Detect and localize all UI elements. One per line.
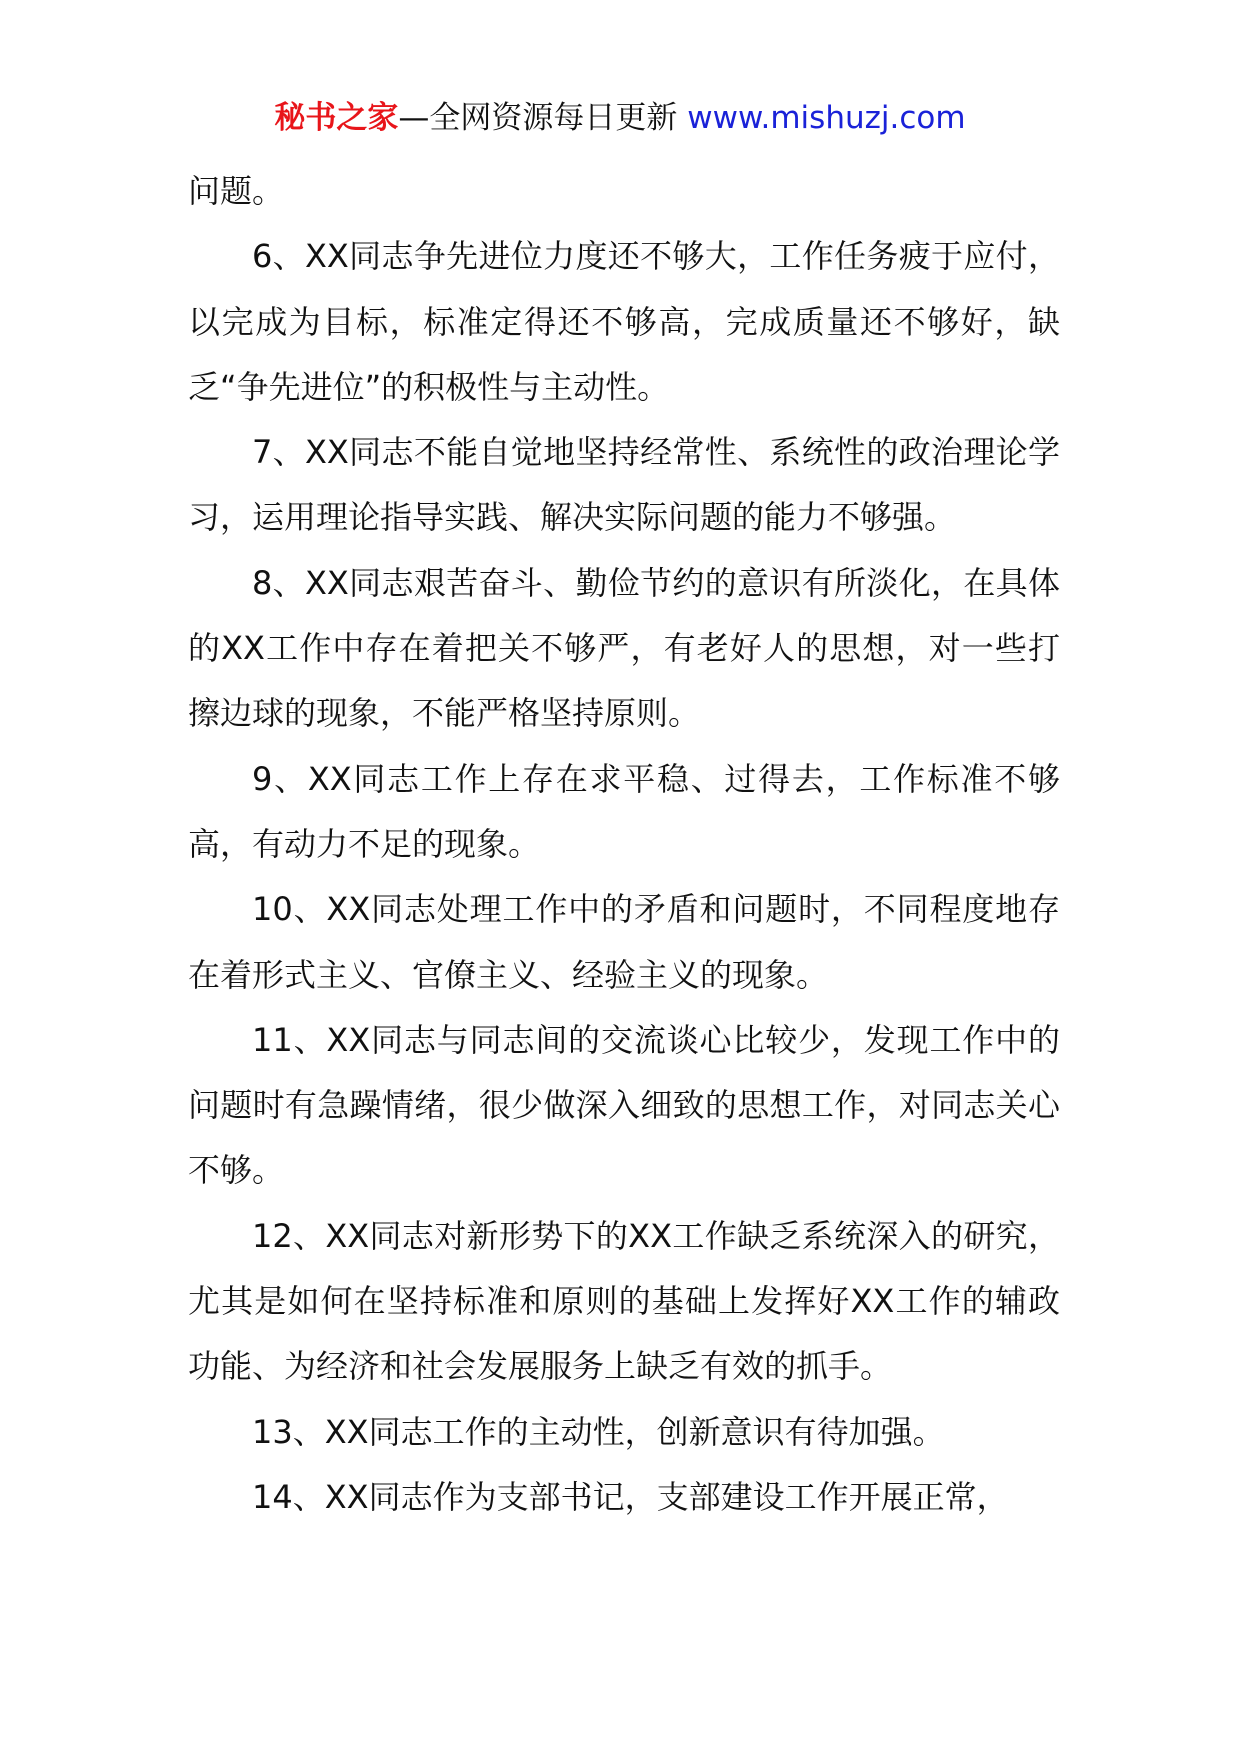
paragraph-item-9: 9、XX同志工作上存在求平稳、过得去，工作标准不够高，有动力不足的现象。 [188,759,1060,863]
paragraph-item-10: 10、XX同志处理工作中的矛盾和问题时，不同程度地存在着形式主义、官僚主义、经验主义的现象。 [188,890,1060,994]
paragraph-item-12: 12、XX同志对新形势下的XX工作缺乏系统深入的研究，尤其是如何在坚持标准和原则的基础上发挥好XX工作的辅政功能、为经济和社会发展服务上缺乏有效的抓手。 [188,1216,1060,1386]
page-header [0,98,1240,138]
site-url-link[interactable]: www.mishuzj.com [687,100,966,136]
document-body [188,159,1060,1530]
paragraph-item-11: 11、XX同志与同志间的交流谈心比较少，发现工作中的问题时有急躁情绪，很少做深入细致的思想工作，对同志关心不够。 [188,1020,1060,1190]
paragraph-item-7: 7、XX同志不能自觉地坚持经常性、系统性的政治理论学习，运用理论指导实践、解决实际问题的能力不够强。 [188,433,1060,537]
paragraph-item-13: 13、XX同志工作的主动性，创新意识有待加强。 [252,1412,945,1451]
paragraph-item-6: 6、XX同志争先进位力度还不够大，工作任务疲于应付，以完成为目标，标准定得还不够高，完成质量还不够好，缺乏“争先进位”的积极性与主动性。 [188,237,1060,406]
paragraph-item-14: 14、XX同志作为支部书记，支部建设工作开展正常， [252,1477,1009,1516]
site-brand: 秘书之家 [274,100,399,136]
paragraph-continued: 问题。 [188,172,285,210]
paragraph-item-8: 8、XX同志艰苦奋斗、勤俭节约的意识有所淡化，在具体的XX工作中存在着把关不够严，有老好人的思想，对一些打擦边球的现象，不能严格坚持原则。 [188,563,1060,733]
site-tagline: —全网资源每日更新 [398,100,678,136]
